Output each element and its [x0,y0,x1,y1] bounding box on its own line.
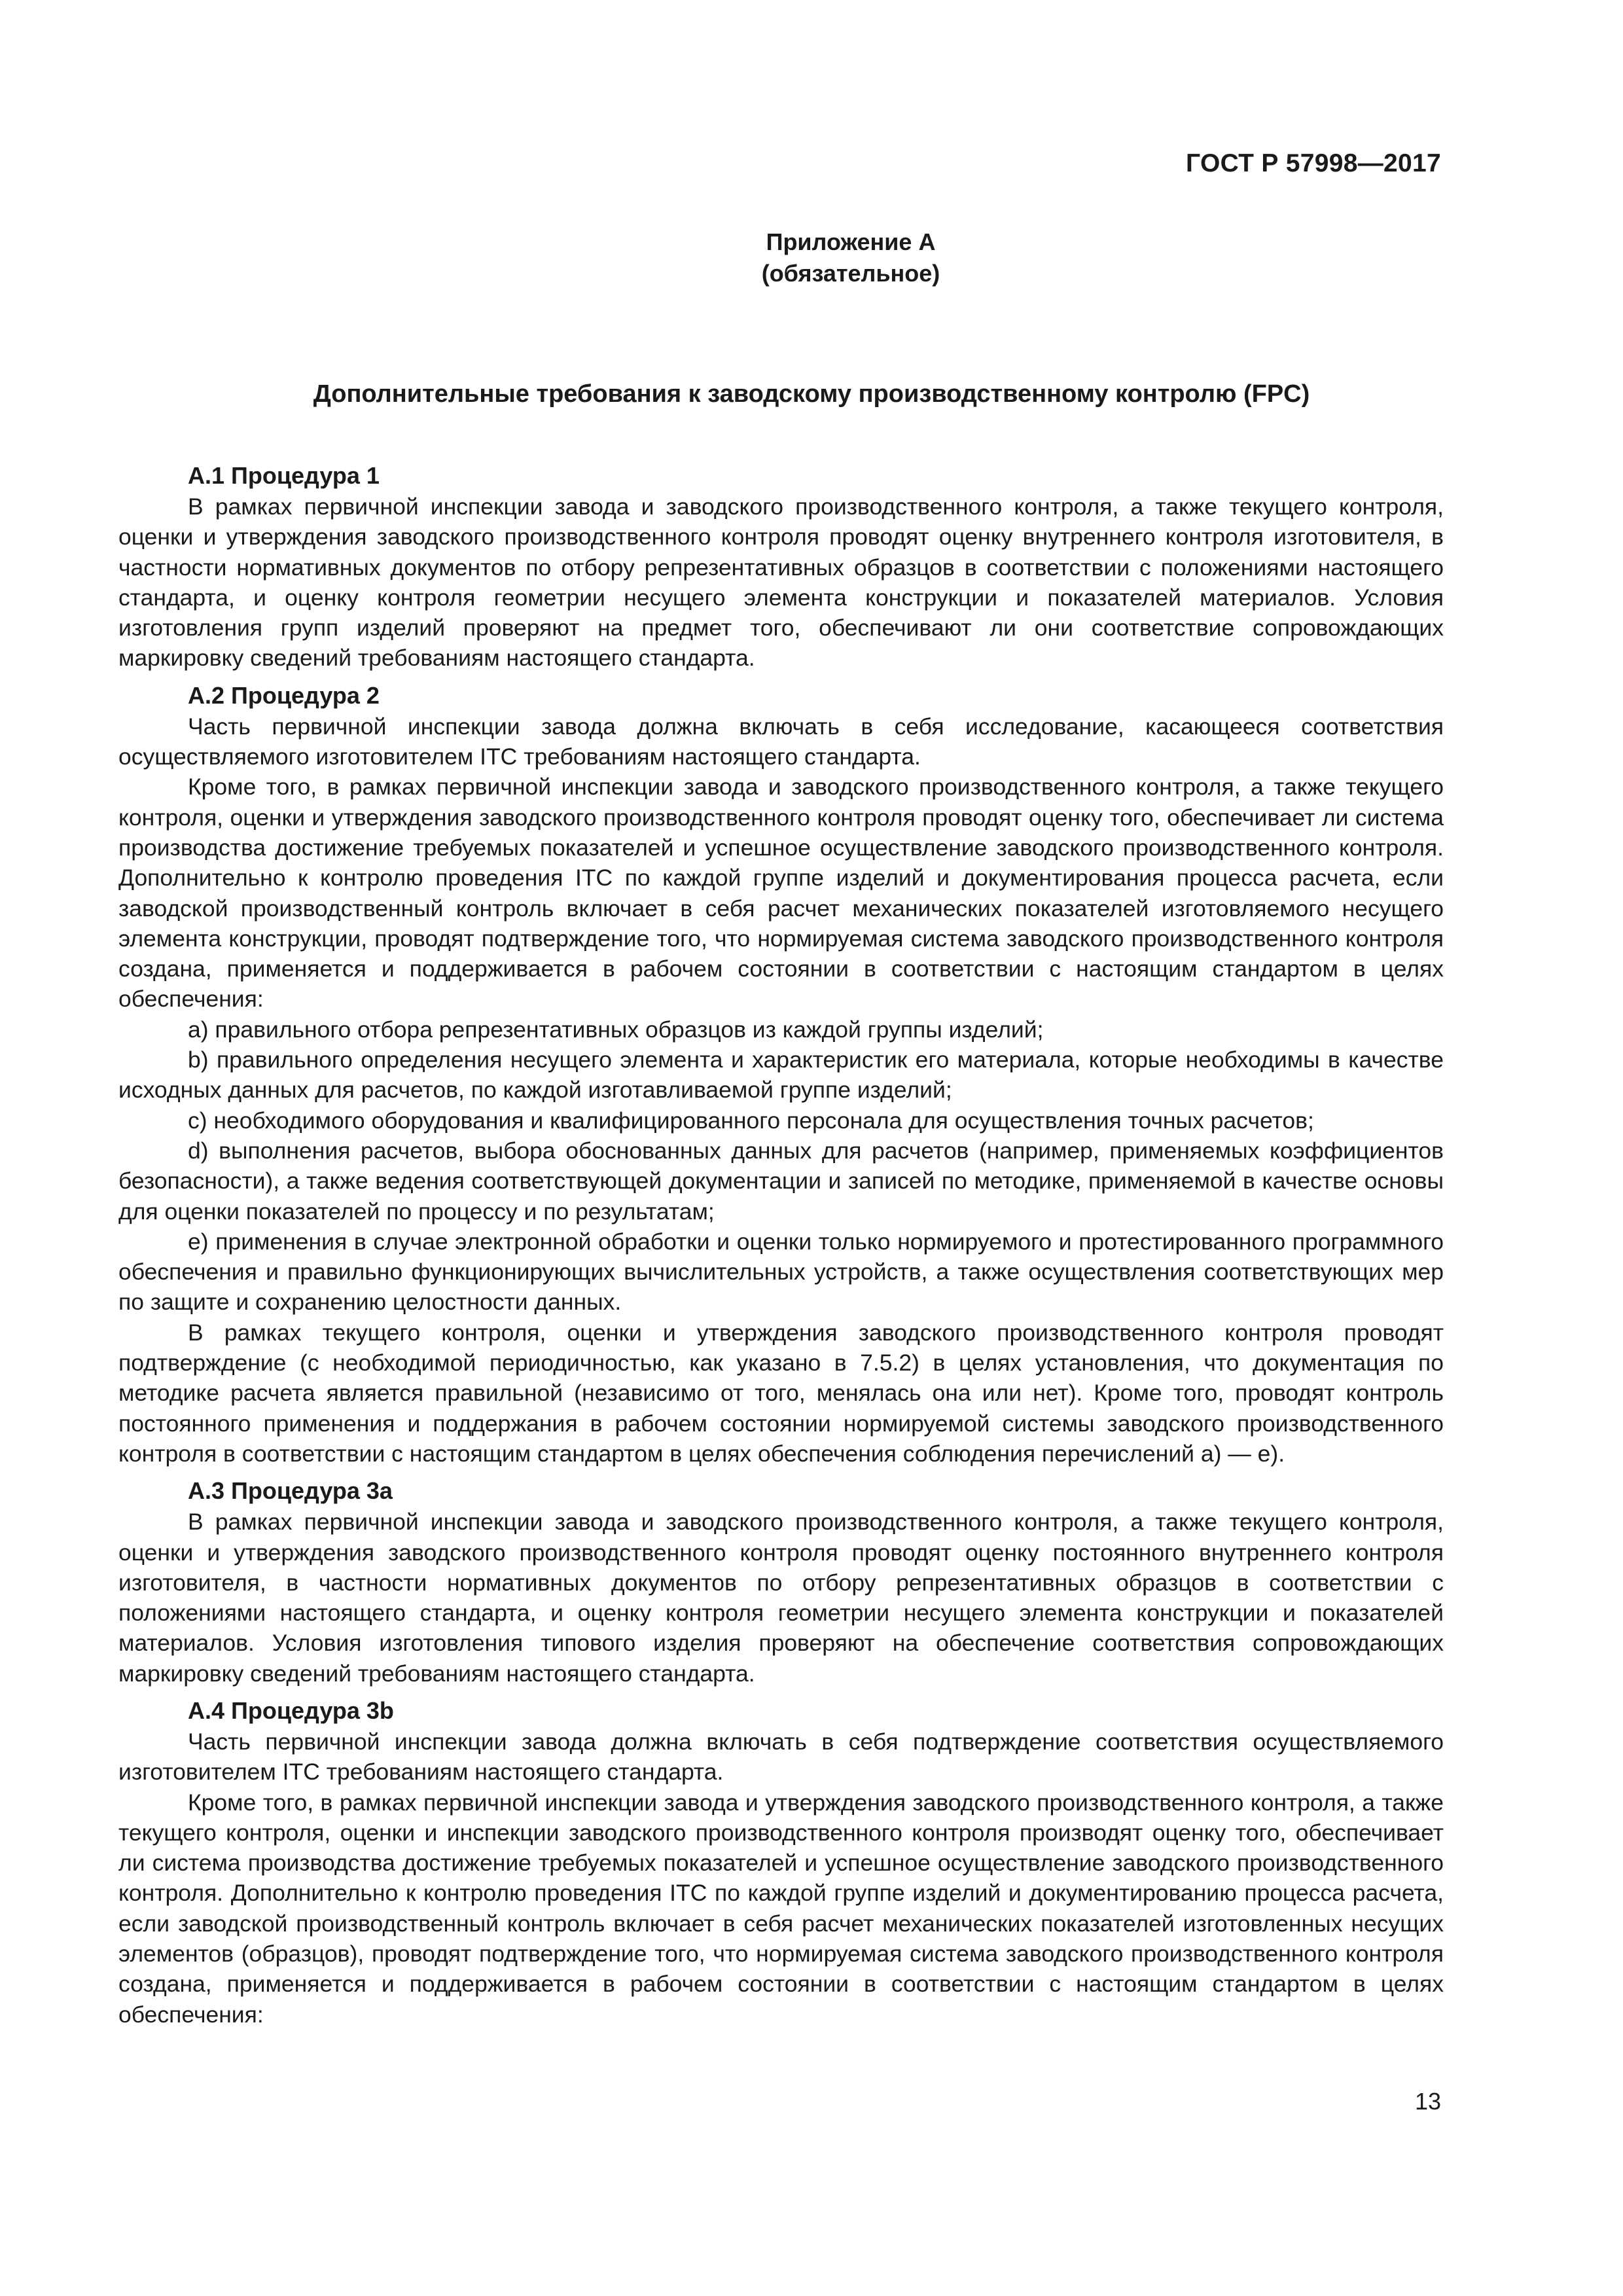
paragraph: e) применения в случае электронной обработки и оценки только нормируемого и протестированного программного обеспечения и правильно функционирующих вычислительных устройств, а также осуществления соответствующих мер по защите и сохранению целостности данных. [118,1228,1444,1316]
section-heading: А.4 Процедура 3b [188,1696,394,1724]
section-heading: А.3 Процедура 3а [188,1477,393,1505]
paragraph: Кроме того, в рамках первичной инспекции завода и утверждения заводского производственного контроля, а также текущего контроля, оценки и инспекции заводского производственного контроля производят оценку того, обеспечивает ли система производства достижение требуемых показателей и успешное осуществление заводского производственного контроля. Дополнительно к контролю проведения ITC по каждой группе изделий и документированию процесса расчета, если заводской производственный контроль включает в себя расчет механических показателей изготовленных несущих элементов (образцов), проводят подтверждение того, что нормируемая система заводского производственного контроля создана, применяется и поддерживается в рабочем состоянии в соответствии с настоящим стандартом в целях обеспечения: [118,1789,1444,2028]
paragraph: В рамках первичной инспекции завода и заводского производственного контроля, а также текущего контроля, оценки и утверждения заводского производственного контроля проводят оценку внутреннего контроля изготовителя, в частности нормативных документов по отбору репрезентативных образцов в соответствии с положениями настоящего стандарта, и оценку контроля геометрии несущего элемента конструкции и показателей материалов. Условия изготовления групп изделий проверяют на предмет того, обеспечивают ли они соответствие сопровождающих маркировку сведений требованиям настоящего стандарта. [118,493,1444,672]
section-gap [118,1689,1444,1695]
paragraph: Кроме того, в рамках первичной инспекции завода и заводского производственного контроля, а также текущего контроля, оценки и утверждения заводского производственного контроля проводят оценку того, обеспечивает ли система производства достижение требуемых показателей и успешное осуществление заводского производственного контроля. Дополнительно к контролю проведения ITC по каждой группе изделий и документирования процесса расчета, если заводской производственный контроль включает в себя расчет механических показателей изготовляемого несущего элемента конструкции, проводят подтверждение того, что нормируемая система заводского производственного контроля создана, применяется и поддерживается в рабочем состоянии в соответствии с настоящим стандартом в целях обеспечения: [118,774,1444,1013]
paragraph: Часть первичной инспекции завода должна включать в себя подтверждение соответствия осуществляемого изготовителем ITC требованиям настоящего стандарта. [118,1728,1444,1785]
page-number: 13 [1414,2088,1441,2115]
appendix-title: Приложение А [766,228,936,255]
paragraph: a) правильного отбора репрезентативных образцов из каждой группы изделий; [188,1016,1044,1043]
section-gap [118,673,1444,680]
paragraph: Часть первичной инспекции завода должна включать в себя исследование, касающееся соответствия осуществляемого изготовителем ITC требованиям настоящего стандарта. [118,713,1444,770]
document-body [118,460,1444,2030]
appendix-status: (обязательное) [761,260,940,287]
paragraph: c) необходимого оборудования и квалифицированного персонала для осуществления точных расчетов; [188,1107,1314,1134]
main-title: Дополнительные требования к заводскому производственному контролю (FPC) [313,380,1310,408]
paragraph: В рамках текущего контроля, оценки и утверждения заводского производственного контроля проводят подтверждение (с необходимой периодичностью, как указано в 7.5.2) в целях установления, что документация по методике расчета является правильной (независимо от того, менялась она или нет). Кроме того, проводят контроль постоянного применения и поддержания в рабочем состоянии нормируемой системы заводского производственного контроля в соответствии с настоящим стандартом в целях обеспечения соблюдения перечислений а) — е). [118,1319,1444,1467]
section-heading: А.2 Процедура 2 [188,681,380,709]
section-gap [118,1469,1444,1475]
document-code: ГОСТ Р 57998—2017 [1186,149,1441,177]
paragraph: d) выполнения расчетов, выбора обоснованных данных для расчетов (например, применяемых коэффициентов безопасности), а также ведения соответствующей документации и записей по методике, применяемой в качестве основы для оценки показателей по процессу и по результатам; [118,1137,1444,1225]
appendix-heading [0,226,1623,289]
section-heading: А.1 Процедура 1 [188,462,380,489]
paragraph: b) правильного определения несущего элемента и характеристик его материала, которые необходимы в качестве исходных данных для расчетов, по каждой изготавливаемой группе изделий; [118,1047,1444,1103]
paragraph: В рамках первичной инспекции завода и заводского производственного контроля, а также текущего контроля, оценки и утверждения заводского производственного контроля проводят оценку постоянного внутреннего контроля изготовителя, в частности нормативных документов по отбору репрезентативных образцов в соответствии с положениями настоящего стандарта, и оценку контроля геометрии несущего элемента конструкции и показателей материалов. Условия изготовления типового изделия проверяют на обеспечение соответствия сопровождающих маркировку сведений требованиям настоящего стандарта. [118,1509,1444,1687]
